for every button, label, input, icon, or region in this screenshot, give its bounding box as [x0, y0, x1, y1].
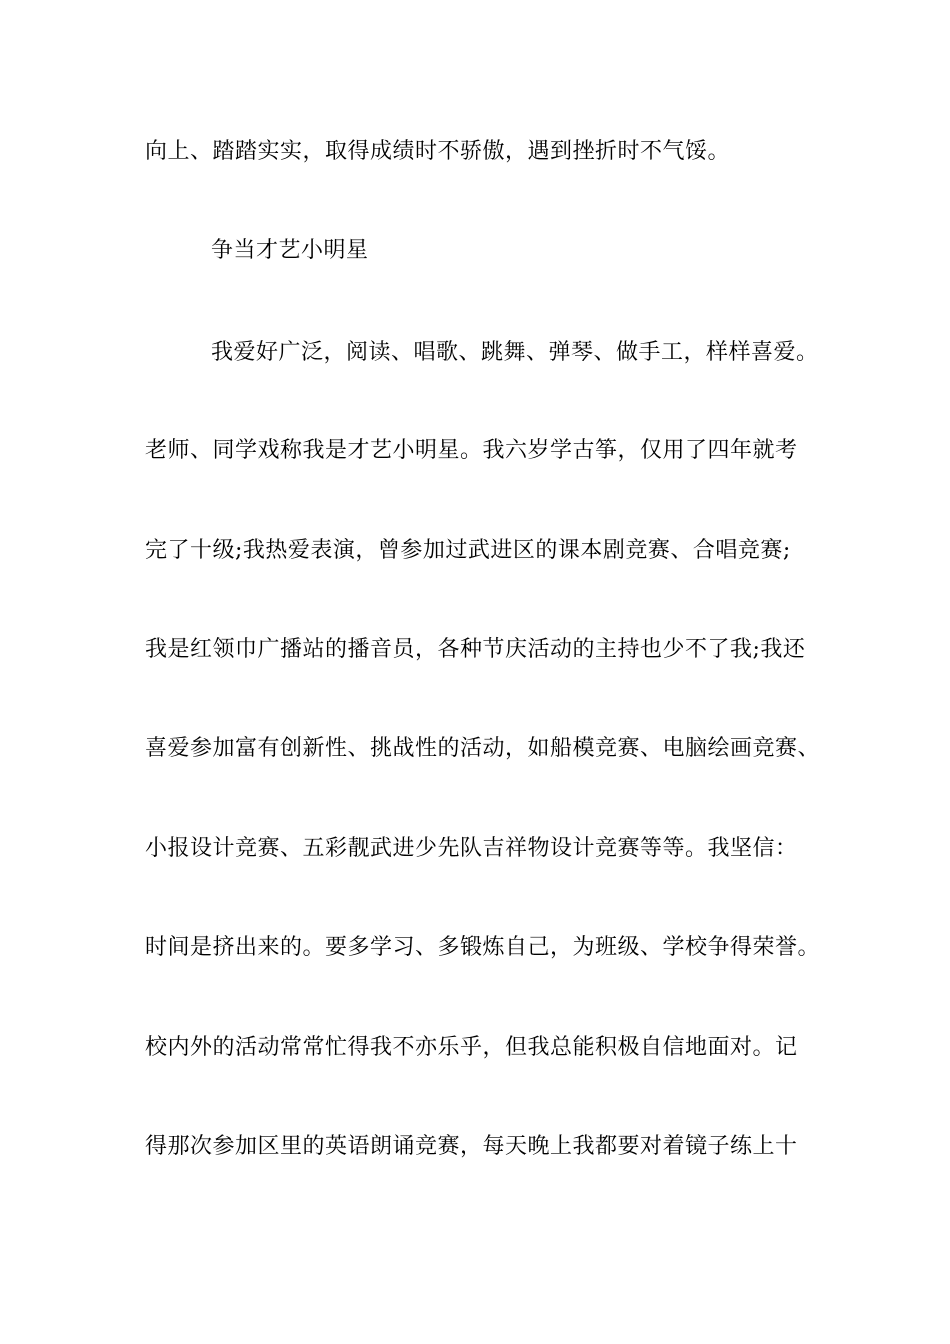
paragraph-first-line: 我爱好广泛，阅读、唱歌、跳舞、弹琴、做手工，样样喜爱。	[211, 340, 819, 365]
text-line: 向上、踏踏实实，取得成绩时不骄傲，遇到挫折时不气馁。	[145, 139, 731, 164]
text-line: 小报设计竞赛、五彩靓武进少先队吉祥物设计竞赛等等。我坚信：	[145, 836, 798, 861]
text-line: 喜爱参加富有创新性、挑战性的活动，如船模竞赛、电脑绘画竞赛、	[145, 736, 821, 761]
section-heading: 争当才艺小明星	[211, 238, 369, 263]
text-line: 我是红领巾广播站的播音员，各种节庆活动的主持也少不了我;我还	[145, 637, 806, 662]
text-line: 老师、同学戏称我是才艺小明星。我六岁学古筝，仅用了四年就考	[145, 438, 798, 463]
text-line: 校内外的活动常常忙得我不亦乐乎，但我总能积极自信地面对。记	[145, 1035, 798, 1060]
text-line: 时间是挤出来的。要多学习、多锻炼自己，为班级、学校争得荣誉。	[145, 935, 821, 960]
text-line: 得那次参加区里的英语朗诵竞赛，每天晚上我都要对着镜子练上十	[145, 1134, 798, 1159]
text-line: 完了十级;我热爱表演，曾参加过武进区的课本剧竞赛、合唱竞赛;	[145, 538, 791, 563]
